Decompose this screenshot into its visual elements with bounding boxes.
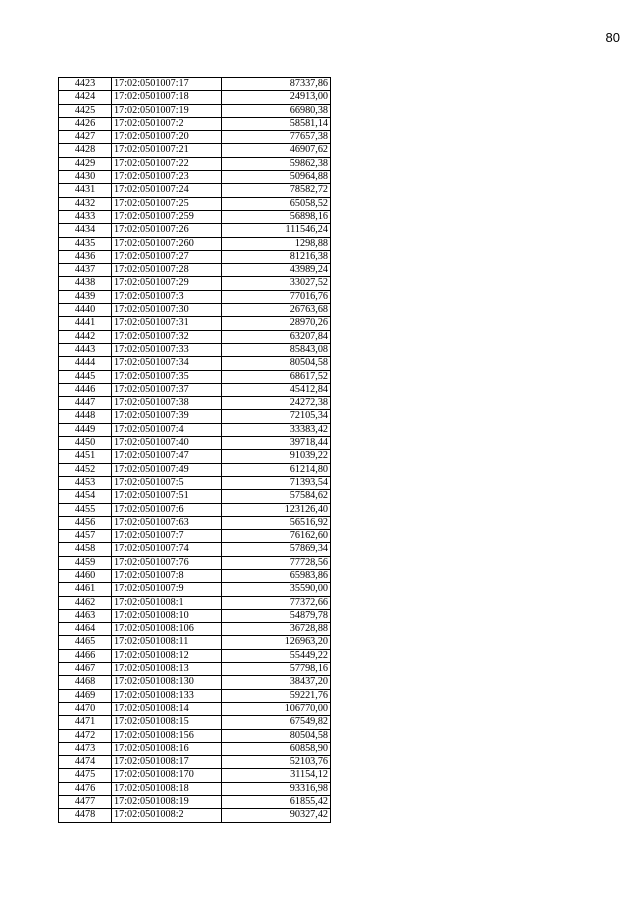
cadastral-number-cell: 17:02:0501008:133 — [112, 689, 222, 702]
cadastral-number-cell: 17:02:0501008:156 — [112, 729, 222, 742]
row-number-cell: 4442 — [59, 330, 112, 343]
table-row — [59, 543, 331, 556]
value-cell: 81216,38 — [222, 250, 331, 263]
table-row — [59, 796, 331, 809]
row-number-cell: 4458 — [59, 543, 112, 556]
table-row — [59, 729, 331, 742]
row-number-cell: 4467 — [59, 663, 112, 676]
row-number-cell: 4477 — [59, 796, 112, 809]
cadastral-number-cell: 17:02:0501007:26 — [112, 224, 222, 237]
row-number-cell: 4438 — [59, 277, 112, 290]
value-cell: 87337,86 — [222, 78, 331, 91]
cadastral-number-cell: 17:02:0501007:18 — [112, 91, 222, 104]
table-row — [59, 623, 331, 636]
cadastral-number-cell: 17:02:0501007:40 — [112, 437, 222, 450]
table-row — [59, 117, 331, 130]
row-number-cell: 4429 — [59, 157, 112, 170]
table-row — [59, 397, 331, 410]
value-cell: 68617,52 — [222, 370, 331, 383]
row-number-cell: 4437 — [59, 264, 112, 277]
row-number-cell: 4433 — [59, 210, 112, 223]
cadastral-number-cell: 17:02:0501007:25 — [112, 197, 222, 210]
cadastral-number-cell: 17:02:0501008:12 — [112, 649, 222, 662]
value-cell: 24272,38 — [222, 397, 331, 410]
cadastral-number-cell: 17:02:0501008:11 — [112, 636, 222, 649]
table-row — [59, 157, 331, 170]
value-cell: 126963,20 — [222, 636, 331, 649]
table-row — [59, 663, 331, 676]
table-row — [59, 423, 331, 436]
value-cell: 1298,88 — [222, 237, 331, 250]
cadastral-number-cell: 17:02:0501007:37 — [112, 383, 222, 396]
value-cell: 33027,52 — [222, 277, 331, 290]
value-cell: 61855,42 — [222, 796, 331, 809]
cadastral-number-cell: 17:02:0501007:21 — [112, 144, 222, 157]
row-number-cell: 4456 — [59, 516, 112, 529]
row-number-cell: 4472 — [59, 729, 112, 742]
cadastral-number-cell: 17:02:0501007:27 — [112, 250, 222, 263]
row-number-cell: 4443 — [59, 343, 112, 356]
table-row — [59, 756, 331, 769]
cadastral-number-cell: 17:02:0501007:30 — [112, 304, 222, 317]
table-row — [59, 503, 331, 516]
value-cell: 35590,00 — [222, 583, 331, 596]
value-cell: 85843,08 — [222, 343, 331, 356]
value-cell: 58581,14 — [222, 117, 331, 130]
row-number-cell: 4434 — [59, 224, 112, 237]
table-row — [59, 304, 331, 317]
table-row — [59, 516, 331, 529]
cadastral-number-cell: 17:02:0501007:23 — [112, 171, 222, 184]
value-cell: 28970,26 — [222, 317, 331, 330]
cadastral-number-cell: 17:02:0501007:76 — [112, 556, 222, 569]
table-row — [59, 609, 331, 622]
cadastral-number-cell: 17:02:0501007:17 — [112, 78, 222, 91]
table-row — [59, 277, 331, 290]
row-number-cell: 4426 — [59, 117, 112, 130]
row-number-cell: 4441 — [59, 317, 112, 330]
row-number-cell: 4424 — [59, 91, 112, 104]
row-number-cell: 4439 — [59, 290, 112, 303]
row-number-cell: 4430 — [59, 171, 112, 184]
cadastral-number-cell: 17:02:0501007:34 — [112, 357, 222, 370]
value-cell: 78582,72 — [222, 184, 331, 197]
row-number-cell: 4462 — [59, 596, 112, 609]
cadastral-number-cell: 17:02:0501007:8 — [112, 569, 222, 582]
row-number-cell: 4451 — [59, 450, 112, 463]
value-cell: 66980,38 — [222, 104, 331, 117]
cadastral-number-cell: 17:02:0501007:6 — [112, 503, 222, 516]
table-row — [59, 437, 331, 450]
row-number-cell: 4476 — [59, 782, 112, 795]
row-number-cell: 4447 — [59, 397, 112, 410]
value-cell: 77016,76 — [222, 290, 331, 303]
cadastral-number-cell: 17:02:0501007:28 — [112, 264, 222, 277]
table-row — [59, 131, 331, 144]
cadastral-number-cell: 17:02:0501008:13 — [112, 663, 222, 676]
cadastral-number-cell: 17:02:0501007:19 — [112, 104, 222, 117]
table-row — [59, 104, 331, 117]
row-number-cell: 4454 — [59, 490, 112, 503]
table-row — [59, 171, 331, 184]
cadastral-number-cell: 17:02:0501007:259 — [112, 210, 222, 223]
value-cell: 46907,62 — [222, 144, 331, 157]
table-row — [59, 197, 331, 210]
cadastral-number-cell: 17:02:0501007:47 — [112, 450, 222, 463]
row-number-cell: 4427 — [59, 131, 112, 144]
cadastral-number-cell: 17:02:0501007:35 — [112, 370, 222, 383]
value-cell: 65058,52 — [222, 197, 331, 210]
value-cell: 43989,24 — [222, 264, 331, 277]
table-row — [59, 91, 331, 104]
table-row — [59, 370, 331, 383]
cadastral-number-cell: 17:02:0501007:63 — [112, 516, 222, 529]
row-number-cell: 4465 — [59, 636, 112, 649]
cadastral-number-cell: 17:02:0501007:20 — [112, 131, 222, 144]
table-row — [59, 782, 331, 795]
table-row — [59, 769, 331, 782]
table-row — [59, 676, 331, 689]
row-number-cell: 4436 — [59, 250, 112, 263]
table-row — [59, 636, 331, 649]
cadastral-number-cell: 17:02:0501008:2 — [112, 809, 222, 822]
value-cell: 67549,82 — [222, 716, 331, 729]
table-row — [59, 649, 331, 662]
value-cell: 45412,84 — [222, 383, 331, 396]
table-row — [59, 809, 331, 822]
row-number-cell: 4464 — [59, 623, 112, 636]
value-cell: 80504,58 — [222, 729, 331, 742]
table-row — [59, 569, 331, 582]
value-cell: 33383,42 — [222, 423, 331, 436]
value-cell: 93316,98 — [222, 782, 331, 795]
table-body — [59, 78, 331, 823]
value-cell: 56898,16 — [222, 210, 331, 223]
row-number-cell: 4460 — [59, 569, 112, 582]
row-number-cell: 4471 — [59, 716, 112, 729]
value-cell: 77657,38 — [222, 131, 331, 144]
table-row — [59, 237, 331, 250]
table-row — [59, 383, 331, 396]
value-cell: 123126,40 — [222, 503, 331, 516]
cadastral-number-cell: 17:02:0501007:9 — [112, 583, 222, 596]
row-number-cell: 4440 — [59, 304, 112, 317]
value-cell: 80504,58 — [222, 357, 331, 370]
value-cell: 54879,78 — [222, 609, 331, 622]
row-number-cell: 4452 — [59, 463, 112, 476]
table-row — [59, 290, 331, 303]
value-cell: 31154,12 — [222, 769, 331, 782]
row-number-cell: 4450 — [59, 437, 112, 450]
cadastral-number-cell: 17:02:0501007:31 — [112, 317, 222, 330]
table-row — [59, 210, 331, 223]
value-cell: 36728,88 — [222, 623, 331, 636]
value-cell: 57869,34 — [222, 543, 331, 556]
value-cell: 71393,54 — [222, 476, 331, 489]
row-number-cell: 4466 — [59, 649, 112, 662]
cadastral-number-cell: 17:02:0501007:22 — [112, 157, 222, 170]
value-cell: 57584,62 — [222, 490, 331, 503]
table-row — [59, 742, 331, 755]
row-number-cell: 4478 — [59, 809, 112, 822]
cadastral-number-cell: 17:02:0501008:10 — [112, 609, 222, 622]
table-row — [59, 490, 331, 503]
table-row — [59, 78, 331, 91]
table-row — [59, 224, 331, 237]
cadastral-number-cell: 17:02:0501008:170 — [112, 769, 222, 782]
value-cell: 90327,42 — [222, 809, 331, 822]
cadastral-number-cell: 17:02:0501008:17 — [112, 756, 222, 769]
row-number-cell: 4475 — [59, 769, 112, 782]
table-row — [59, 450, 331, 463]
row-number-cell: 4446 — [59, 383, 112, 396]
cadastral-number-cell: 17:02:0501008:14 — [112, 702, 222, 715]
value-cell: 106770,00 — [222, 702, 331, 715]
cadastral-number-cell: 17:02:0501007:38 — [112, 397, 222, 410]
table-row — [59, 596, 331, 609]
row-number-cell: 4468 — [59, 676, 112, 689]
page-number: 80 — [605, 30, 620, 45]
row-number-cell: 4453 — [59, 476, 112, 489]
row-number-cell: 4463 — [59, 609, 112, 622]
table-row — [59, 702, 331, 715]
table-row — [59, 716, 331, 729]
row-number-cell: 4435 — [59, 237, 112, 250]
row-number-cell: 4473 — [59, 742, 112, 755]
cadastral-number-cell: 17:02:0501007:74 — [112, 543, 222, 556]
table-row — [59, 184, 331, 197]
cadastral-number-cell: 17:02:0501007:260 — [112, 237, 222, 250]
row-number-cell: 4445 — [59, 370, 112, 383]
row-number-cell: 4461 — [59, 583, 112, 596]
row-number-cell: 4455 — [59, 503, 112, 516]
value-cell: 56516,92 — [222, 516, 331, 529]
value-cell: 24913,00 — [222, 91, 331, 104]
cadastral-number-cell: 17:02:0501007:24 — [112, 184, 222, 197]
row-number-cell: 4469 — [59, 689, 112, 702]
value-cell: 76162,60 — [222, 530, 331, 543]
table-row — [59, 144, 331, 157]
value-cell: 26763,68 — [222, 304, 331, 317]
row-number-cell: 4449 — [59, 423, 112, 436]
value-cell: 91039,22 — [222, 450, 331, 463]
table-row — [59, 264, 331, 277]
table-row — [59, 583, 331, 596]
value-cell: 38437,20 — [222, 676, 331, 689]
table-row — [59, 250, 331, 263]
value-cell: 65983,86 — [222, 569, 331, 582]
cadastral-number-cell: 17:02:0501007:4 — [112, 423, 222, 436]
row-number-cell: 4457 — [59, 530, 112, 543]
value-cell: 59862,38 — [222, 157, 331, 170]
cadastral-number-cell: 17:02:0501007:49 — [112, 463, 222, 476]
cadastral-number-cell: 17:02:0501007:7 — [112, 530, 222, 543]
value-cell: 57798,16 — [222, 663, 331, 676]
cadastral-value-table — [58, 77, 331, 823]
cadastral-number-cell: 17:02:0501008:19 — [112, 796, 222, 809]
row-number-cell: 4474 — [59, 756, 112, 769]
cadastral-number-cell: 17:02:0501007:3 — [112, 290, 222, 303]
row-number-cell: 4459 — [59, 556, 112, 569]
cadastral-number-cell: 17:02:0501008:15 — [112, 716, 222, 729]
cadastral-number-cell: 17:02:0501008:106 — [112, 623, 222, 636]
cadastral-number-cell: 17:02:0501007:5 — [112, 476, 222, 489]
value-cell: 77372,66 — [222, 596, 331, 609]
table-row — [59, 410, 331, 423]
table-row — [59, 556, 331, 569]
value-cell: 61214,80 — [222, 463, 331, 476]
value-cell: 50964,88 — [222, 171, 331, 184]
row-number-cell: 4448 — [59, 410, 112, 423]
cadastral-number-cell: 17:02:0501007:29 — [112, 277, 222, 290]
table-row — [59, 343, 331, 356]
table-row — [59, 357, 331, 370]
value-cell: 60858,90 — [222, 742, 331, 755]
row-number-cell: 4444 — [59, 357, 112, 370]
value-cell: 52103,76 — [222, 756, 331, 769]
table-row — [59, 330, 331, 343]
cadastral-number-cell: 17:02:0501008:1 — [112, 596, 222, 609]
cadastral-number-cell: 17:02:0501008:16 — [112, 742, 222, 755]
cadastral-number-cell: 17:02:0501007:33 — [112, 343, 222, 356]
row-number-cell: 4470 — [59, 702, 112, 715]
value-cell: 72105,34 — [222, 410, 331, 423]
table-row — [59, 463, 331, 476]
cadastral-number-cell: 17:02:0501007:51 — [112, 490, 222, 503]
value-cell: 55449,22 — [222, 649, 331, 662]
row-number-cell: 4425 — [59, 104, 112, 117]
value-cell: 63207,84 — [222, 330, 331, 343]
row-number-cell: 4428 — [59, 144, 112, 157]
table-row — [59, 476, 331, 489]
row-number-cell: 4432 — [59, 197, 112, 210]
row-number-cell: 4431 — [59, 184, 112, 197]
row-number-cell: 4423 — [59, 78, 112, 91]
table-row — [59, 689, 331, 702]
value-cell: 77728,56 — [222, 556, 331, 569]
value-cell: 39718,44 — [222, 437, 331, 450]
table-row — [59, 530, 331, 543]
cadastral-number-cell: 17:02:0501007:32 — [112, 330, 222, 343]
cadastral-number-cell: 17:02:0501007:39 — [112, 410, 222, 423]
cadastral-number-cell: 17:02:0501008:18 — [112, 782, 222, 795]
value-cell: 111546,24 — [222, 224, 331, 237]
cadastral-number-cell: 17:02:0501008:130 — [112, 676, 222, 689]
cadastral-number-cell: 17:02:0501007:2 — [112, 117, 222, 130]
table-row — [59, 317, 331, 330]
value-cell: 59221,76 — [222, 689, 331, 702]
